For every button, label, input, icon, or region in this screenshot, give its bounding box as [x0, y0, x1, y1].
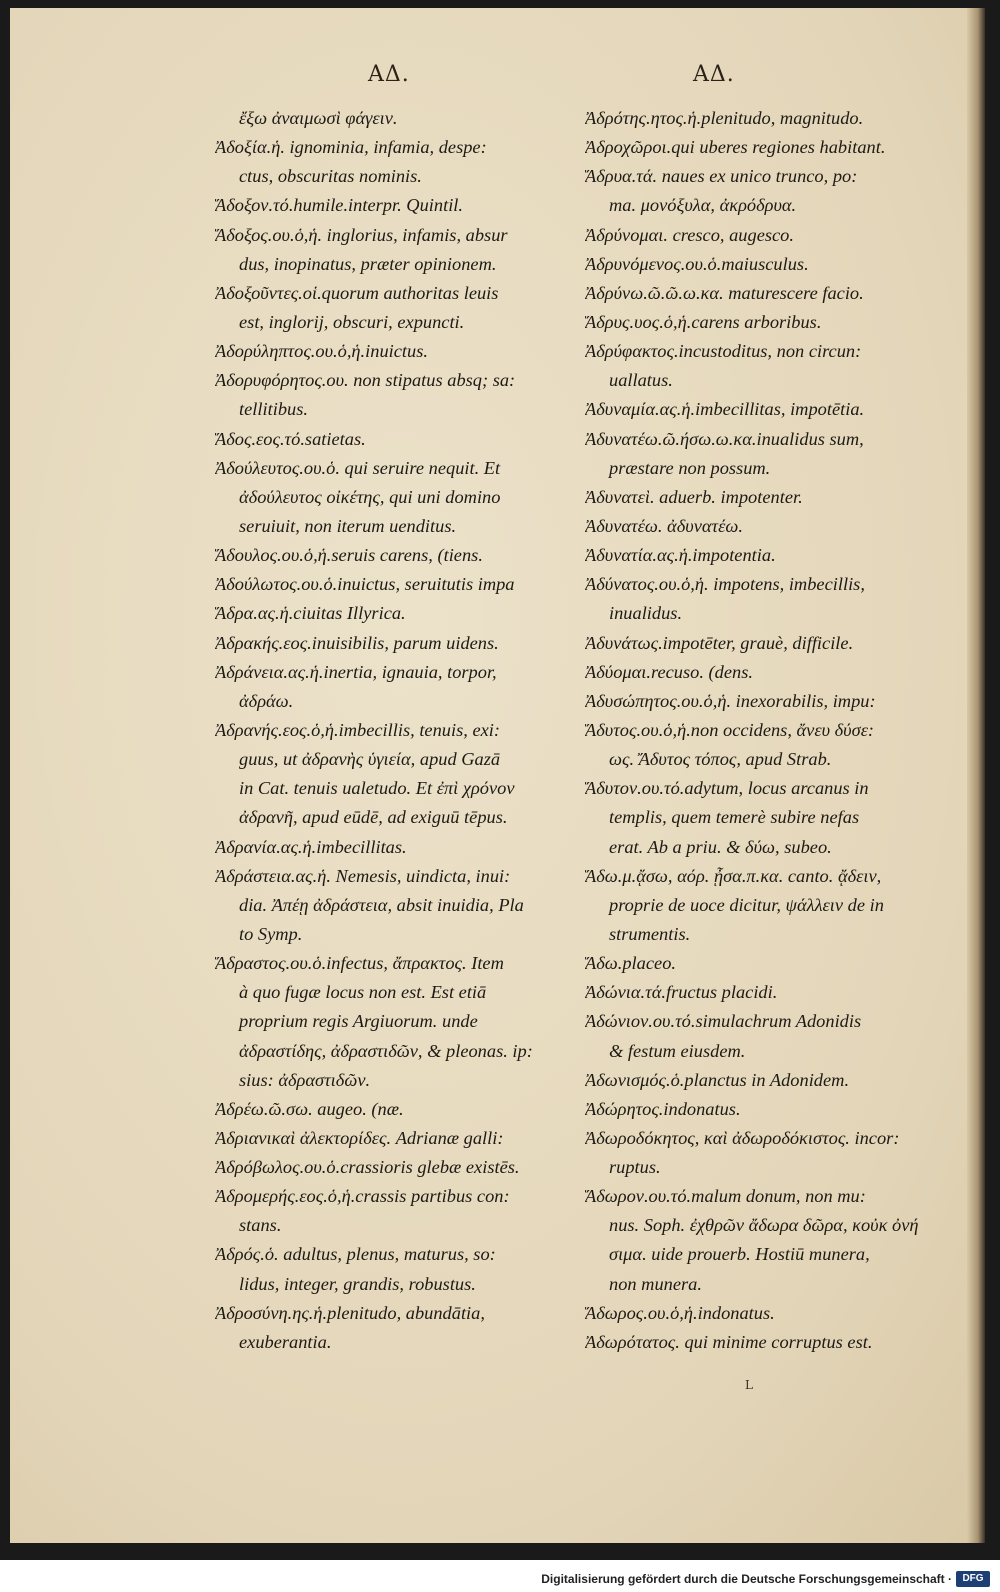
dictionary-line: Ἀδυναμία.ας.ἡ.imbecillitas, impotētia.	[585, 399, 865, 420]
dictionary-line: Ἀδοξοῦντες.οἱ.quorum authoritas leuis	[215, 282, 499, 303]
dictionary-line: non munera.	[609, 1273, 702, 1294]
signature-mark: L	[745, 1378, 753, 1392]
dictionary-line: Ἀδράνεια.ας.ἡ.inertia, ignauia, torpor,	[215, 661, 497, 682]
dictionary-line: Ἄδραστος.ου.ὁ.infectus, ἄπρακτος. Item	[215, 953, 504, 974]
dictionary-line: dus, inopinatus, præter opinionem.	[239, 253, 497, 274]
dictionary-line: Ἀδράστεια.ας.ἡ. Nemesis, uindicta, inui:	[215, 865, 511, 886]
dictionary-line: Ἀδορυφόρητος.ου. non stipatus absq; sa:	[215, 370, 516, 391]
dictionary-line: Ἀδυνατέω. ἀδυνατέω.	[585, 515, 743, 536]
dictionary-line: proprium regis Argiuorum. unde	[239, 1011, 478, 1032]
dictionary-line: Ἄδωρον.ου.τό.malum donum, non mu:	[585, 1186, 866, 1207]
page-gutter	[967, 8, 985, 1543]
dictionary-line: in Cat. tenuis ualetudo. Et ἐπὶ χρόνον	[239, 778, 515, 799]
dictionary-line: ma. μονόξυλα, ἀκρόδρυα.	[609, 195, 797, 216]
dictionary-line: uallatus.	[609, 370, 673, 391]
dictionary-line: Ἄδωρος.ου.ὁ,ἡ.indonatus.	[585, 1302, 775, 1323]
dictionary-line: Ἄδοξος.ου.ὁ,ἡ. inglorius, infamis, absur	[215, 224, 508, 245]
dictionary-line: Ἄδυτον.ου.τό.adytum, locus arcanus in	[585, 778, 869, 799]
dictionary-line: & festum eiusdem.	[609, 1040, 746, 1061]
dictionary-line: Ἀδρύφακτος.incustoditus, non circun:	[585, 341, 862, 362]
dictionary-line: nus. Soph. ἐχθρῶν ἄδωρα δῶρα, κοὐκ ὀνή	[609, 1215, 919, 1236]
dictionary-line: sius: ἀδραστιδῶν.	[239, 1069, 371, 1090]
dictionary-line: Ἀδώνιον.ου.τό.simulachrum Adonidis	[585, 1011, 862, 1032]
dictionary-line: Ἀδρακής.εος.inuisibilis, parum uidens.	[215, 632, 499, 653]
dictionary-line: Ἀδρύνω.ῶ.ῶ.ω.κα. maturescere facio.	[585, 282, 864, 303]
dictionary-line: Ἀδούλευτος.ου.ὁ. qui seruire nequit. Et	[215, 457, 501, 478]
dictionary-line: Ἀδρυνόμενος.ου.ὁ.maiusculus.	[585, 253, 809, 274]
dictionary-line: Ἀδρανής.εος.ὁ,ἡ.imbecillis, tenuis, exi:	[215, 719, 501, 740]
dictionary-line: Ἀδρομερής.εος.ὁ,ἡ.crassis partibus con:	[215, 1186, 510, 1207]
dictionary-line: ἀδούλευτος οἰκέτης, qui uni domino	[239, 486, 501, 507]
dictionary-line: ἀδράω.	[239, 690, 294, 711]
dictionary-line: Ἀδυσώπητος.ου.ὁ,ἡ. inexorabilis, impu:	[585, 690, 876, 711]
dictionary-line: Ἀδριανικαὶ ἀλεκτορίδες. Adrianæ galli:	[215, 1127, 504, 1148]
dictionary-line: Ἀδρός.ὁ. adultus, plenus, maturus, so:	[215, 1244, 496, 1265]
dictionary-line: Ἀδυνατία.ας.ἡ.impotentia.	[585, 545, 776, 566]
dictionary-line: præstare non possum.	[609, 457, 771, 478]
dictionary-line: Ἀδωροδόκητος, καὶ ἀδωροδόκιστος. incor:	[585, 1127, 900, 1148]
dictionary-line: est, inglorij, obscuri, expuncti.	[239, 311, 465, 332]
dfg-logo-icon: DFG	[956, 1571, 990, 1587]
dictionary-line: à quo fugæ locus non est. Est etiā	[239, 982, 487, 1003]
dictionary-line: Ἀδυνατέω.ῶ.ήσω.ω.κα.inualidus sum,	[585, 428, 864, 449]
dictionary-line: Ἀδωρότατος. qui minime corruptus est.	[585, 1331, 873, 1352]
right-column	[585, 104, 920, 1357]
dictionary-line: Ἄδω.μ.ᾄσω, αόρ. ᾖσα.π.κα. canto. ᾄδειν,	[585, 865, 882, 886]
dictionary-line: Ἄδω.placeo.	[585, 953, 676, 974]
dictionary-line: Ἀδώνια.τά.fructus placidi.	[585, 982, 778, 1003]
dictionary-line: ἀδρανῆ, apud eūdē, ad exiguū tēpus.	[239, 807, 508, 828]
dictionary-line: Ἀδρόβωλος.ου.ὁ.crassioris glebæ existēs.	[215, 1157, 520, 1178]
dictionary-line: seruiuit, non iterum uenditus.	[239, 515, 457, 536]
dictionary-line: Ἀδροχῶροι.qui uberes regiones habitant.	[585, 137, 886, 158]
dictionary-line: inualidus.	[609, 603, 683, 624]
dictionary-line: Ἀδυνάτως.impotēter, grauè, difficile.	[585, 632, 854, 653]
dictionary-line: proprie de uoce dicitur, ψάλλειν de in	[609, 894, 884, 915]
dictionary-line: templis, quem temerè subire nefas	[609, 807, 860, 828]
dictionary-line: dia. Ἀπέῃ ἀδράστεια, absit inuidia, Pla	[239, 894, 524, 915]
dictionary-line: Ἄδρυς.υος.ὁ,ἡ.carens arboribus.	[585, 311, 822, 332]
dictionary-line: tellitibus.	[239, 399, 308, 420]
dictionary-line: Ἄδουλος.ου.ὁ,ἡ.seruis carens, (tiens.	[215, 545, 483, 566]
dictionary-line: Ἄδος.εος.τό.satietas.	[215, 428, 366, 449]
dictionary-line: Ἀδρανία.ας.ἡ.imbecillitas.	[215, 836, 407, 857]
dictionary-line: Ἀδρότης.ητος.ἡ.plenitudo, magnitudo.	[585, 108, 864, 128]
dictionary-line: ἀδραστίδης, ἀδραστιδῶν, & pleonas. ip:	[239, 1040, 533, 1061]
running-head-right: ΑΔ.	[693, 62, 735, 87]
dictionary-line: to Symp.	[239, 923, 303, 944]
dictionary-line: Ἄδρα.ας.ἡ.ciuitas Illyrica.	[215, 603, 406, 624]
dictionary-line: Ἀδρέω.ῶ.σω. augeo. (næ.	[215, 1098, 404, 1119]
left-column	[215, 104, 555, 1357]
dictionary-line: ctus, obscuritas nominis.	[239, 166, 422, 187]
footer-credit: Digitalisierung gefördert durch die Deutsche Forschungsgemeinschaft ·	[541, 1572, 952, 1586]
dictionary-line: Ἀδύομαι.recuso. (dens.	[585, 661, 753, 682]
dictionary-line: stans.	[239, 1215, 282, 1236]
dictionary-line: Ἀδύνατος.ου.ὁ,ἡ. impotens, imbecillis,	[585, 574, 865, 595]
dictionary-line: Ἀδυνατεὶ. aduerb. impotenter.	[585, 486, 803, 507]
dictionary-line: Ἀδορύληπτος.ου.ὁ,ἡ.inuictus.	[215, 341, 428, 362]
dictionary-line: Ἀδοξία.ἡ. ignominia, infamia, despe:	[215, 137, 487, 158]
dictionary-line: σιμα. uide prouerb. Hostiū munera,	[609, 1244, 870, 1265]
dictionary-line: erat. Ab a priu. & δύω, subeo.	[609, 836, 832, 857]
dictionary-line: lidus, integer, grandis, robustus.	[239, 1273, 476, 1294]
running-head-left: ΑΔ.	[368, 62, 410, 87]
dictionary-line: Ἄδρυα.τά. naues ex unico trunco, po:	[585, 166, 858, 187]
dictionary-line: Ἀδρύνομαι. cresco, augesco.	[585, 224, 794, 245]
dictionary-line: Ἄδοξον.τό.humile.interpr. Quintil.	[215, 195, 464, 216]
dictionary-line: ως. Ἄδυτος τόπος, apud Strab.	[609, 749, 832, 770]
dictionary-line: Ἀδωνισμός.ὁ.planctus in Adonidem.	[585, 1069, 850, 1090]
dictionary-line: ruptus.	[609, 1157, 661, 1178]
footer	[0, 1568, 1000, 1592]
dictionary-line: Ἀδροσύνη.ης.ἡ.plenitudo, abundātia,	[215, 1302, 485, 1323]
dictionary-line: exuberantia.	[239, 1331, 332, 1352]
dictionary-line: guus, ut ἀδρανὴς ὑγιεία, apud Gazā	[239, 749, 501, 770]
dictionary-line: ἔξω ἀναιμωσὶ φάγειν.	[239, 108, 398, 128]
dictionary-line: strumentis.	[609, 923, 691, 944]
dictionary-line: Ἄδυτος.ου.ὁ,ἡ.non occidens, ἄνευ δύσε:	[585, 719, 875, 740]
dictionary-line: Ἀδούλωτος.ου.ὁ.inuictus, seruitutis impa	[215, 574, 515, 595]
dictionary-line: Ἀδώρητος.indonatus.	[585, 1098, 741, 1119]
